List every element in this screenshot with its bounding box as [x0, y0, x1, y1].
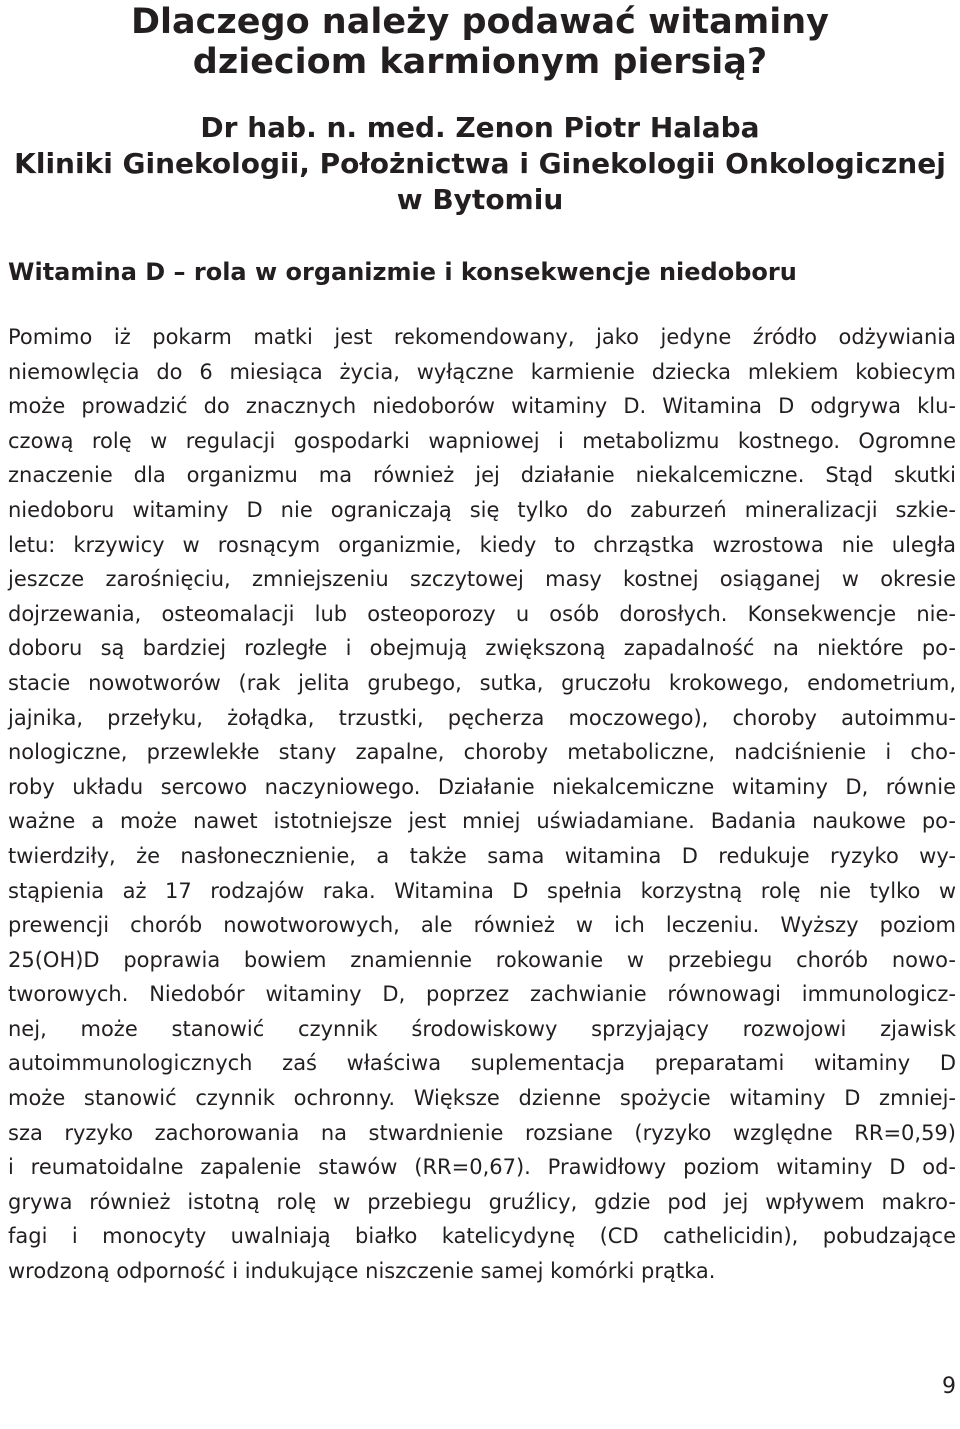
- text-line: i reumatoidalne zapalenie stawów (RR=0,67). Prawidłowy poziom witaminy D od-: [8, 1155, 956, 1180]
- text-line: nej, może stanowić czynnik środowiskowy sprzyjający rozwojowi zjawisk: [8, 1016, 956, 1041]
- section-heading: Witamina D – rola w organizmie i konsekwencje niedoboru: [8, 258, 797, 286]
- text-line: może stanowić czynnik ochronny. Większe dzienne spożycie witaminy D zmniej-: [8, 1086, 956, 1111]
- text-line: sza ryzyko zachorowania na stwardnienie rozsiane (ryzyko względne RR=0,59): [8, 1120, 956, 1145]
- text-line: fagi i monocyty uwalniają białko katelicydynę (CD cathelicidin), pobudzające: [8, 1224, 956, 1249]
- text-line: roby układu sercowo naczyniowego. Działanie niekalcemiczne witaminy D, równie: [8, 774, 956, 799]
- text-line: 25(OH)D poprawia bowiem znamiennie rokowanie w przebiegu chorób nowo-: [8, 947, 956, 972]
- text-line: wrodzoną odporność i indukujące niszczenie samej komórki prątka.: [8, 1259, 716, 1284]
- text-line: niedoboru witaminy D nie ograniczają się tylko do zaburzeń mineralizacji szkie-: [8, 497, 956, 522]
- text-line: stacie nowotworów (rak jelita grubego, sutka, gruczołu krokowego, endometrium,: [8, 670, 956, 695]
- text-line: stąpienia aż 17 rodzajów raka. Witamina D spełnia korzystną rolę nie tylko w: [8, 878, 956, 903]
- page-number: 9: [942, 1374, 956, 1399]
- text-line: znaczenie dla organizmu ma również jej działanie niekalcemiczne. Stąd skutki: [8, 463, 956, 488]
- page-title: [0, 2, 960, 82]
- text-line: tworowych. Niedobór witaminy D, poprzez zachwianie równowagi immunologicz-: [8, 982, 956, 1007]
- text-line: ważne a może nawet istotniejsze jest mniej uświadamiane. Badania naukowe po-: [8, 809, 956, 834]
- title-line: dzieciom karmionym piersią?: [192, 42, 768, 82]
- text-line: autoimmunologicznych zaś właściwa suplementacja preparatami witaminy D: [8, 1051, 956, 1076]
- text-line: grywa również istotną rolę w przebiegu gruźlicy, gdzie pod jej wpływem makro-: [8, 1189, 956, 1214]
- text-line: dojrzewania, osteomalacji lub osteoporozy u osób dorosłych. Konsekwencje nie-: [8, 601, 956, 626]
- author-name: Dr hab. n. med. Zenon Piotr Halaba: [200, 111, 760, 144]
- text-line: Pomimo iż pokarm matki jest rekomendowany, jako jedyne źródło odżywiania: [8, 325, 956, 349]
- text-line: doboru są bardziej rozległe i obejmują zwiększoną zapadalność na niektóre po-: [8, 636, 956, 661]
- affiliation-line: w Bytomiu: [396, 183, 564, 216]
- text-line: może prowadzić do znacznych niedoborów witaminy D. Witamina D odgrywa klu-: [8, 394, 956, 419]
- text-line: jeszcze zarośnięciu, zmniejszeniu szczytowej masy kostnej osiąganej w okresie: [8, 567, 956, 592]
- body-paragraph: [8, 320, 956, 1289]
- text-line: czową rolę w regulacji gospodarki wapniowej i metabolizmu kostnego. Ogromne: [8, 428, 956, 453]
- affiliation-line: Kliniki Ginekologii, Położnictwa i Ginekologii Onkologicznej: [14, 147, 946, 180]
- author-block: [0, 110, 960, 218]
- text-line: jajnika, przełyku, żołądka, trzustki, pęcherza moczowego), choroby autoimmu-: [8, 705, 956, 730]
- text-line: twierdziły, że nasłonecznienie, a także sama witamina D redukuje ryzyko wy-: [8, 843, 956, 868]
- text-line: nologiczne, przewlekłe stany zapalne, choroby metaboliczne, nadciśnienie i cho-: [8, 740, 956, 765]
- title-line: Dlaczego należy podawać witaminy: [131, 2, 829, 42]
- text-line: letu: krzywicy w rosnącym organizmie, kiedy to chrząstka wzrostowa nie uległa: [8, 532, 956, 557]
- text-line: prewencji chorób nowotworowych, ale również w ich leczeniu. Wyższy poziom: [8, 913, 956, 938]
- text-line: niemowlęcia do 6 miesiąca życia, wyłączne karmienie dziecka mlekiem kobiecym: [8, 359, 956, 384]
